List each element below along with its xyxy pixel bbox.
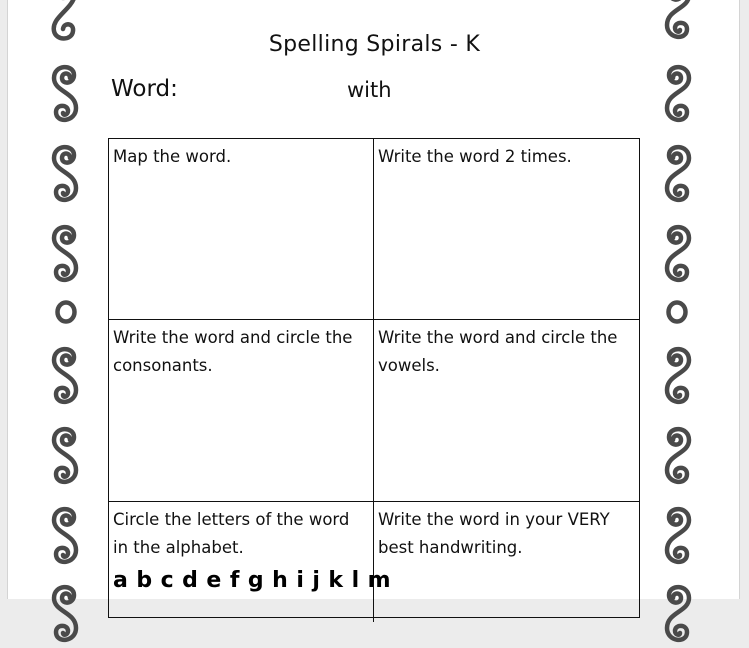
cell-prompt: Circle the letters of the word in the alphabet. [113,510,350,557]
alphabet-letter: d [182,568,199,593]
cell-write-twice [374,139,640,320]
worksheet-title: Spelling Spirals - K [268,32,481,57]
word-label: Word: [111,76,178,102]
spiral-icon [657,218,697,288]
cell-prompt: Write the word 2 times. [378,147,572,166]
right-spiral-border [657,0,697,599]
ring-icon [665,299,689,325]
alphabet-letter: j [312,568,321,593]
spiral-icon [46,58,86,128]
alphabet-letter: l [351,568,360,593]
ring-icon [54,299,78,325]
cell-prompt: Write the word in your VERY best handwriting. [378,510,610,557]
spiral-icon [46,500,86,570]
alphabet-letter: m [367,568,392,593]
alphabet-letter: a [113,568,129,593]
spiral-icon [46,340,86,410]
alphabet-letter: e [206,568,222,593]
spiral-icon [657,578,697,648]
spiral-icon [657,58,697,128]
left-spiral-border [46,0,86,599]
alphabet-letter: i [296,568,305,593]
spiral-icon [657,420,697,490]
spiral-icon [46,138,86,208]
cell-best-handwriting [374,502,640,622]
cell-alphabet [109,502,392,622]
alphabet-letter: b [136,568,153,593]
alphabet-letter: g [247,568,265,593]
cell-map-word [109,139,374,320]
spiral-icon [657,340,697,410]
alphabet-letter: h [272,568,289,593]
activity-grid [108,138,640,618]
alphabet-letter: c [160,568,175,593]
cell-circle-vowels [374,320,640,502]
cell-circle-consonants [109,320,374,502]
spiral-icon [46,420,86,490]
alphabet-letter: k [328,568,344,593]
word-pattern: with [347,78,392,102]
alphabet-letter: f [229,568,240,593]
cell-prompt: Write the word and circle the vowels. [378,328,618,375]
cell-prompt: Write the word and circle the consonants. [113,328,353,375]
cell-prompt: Map the word. [113,147,232,166]
spiral-icon [657,500,697,570]
spiral-icon [657,138,697,208]
spiral-icon [46,578,86,648]
spiral-icon [46,218,86,288]
alphabet-row [113,568,399,593]
